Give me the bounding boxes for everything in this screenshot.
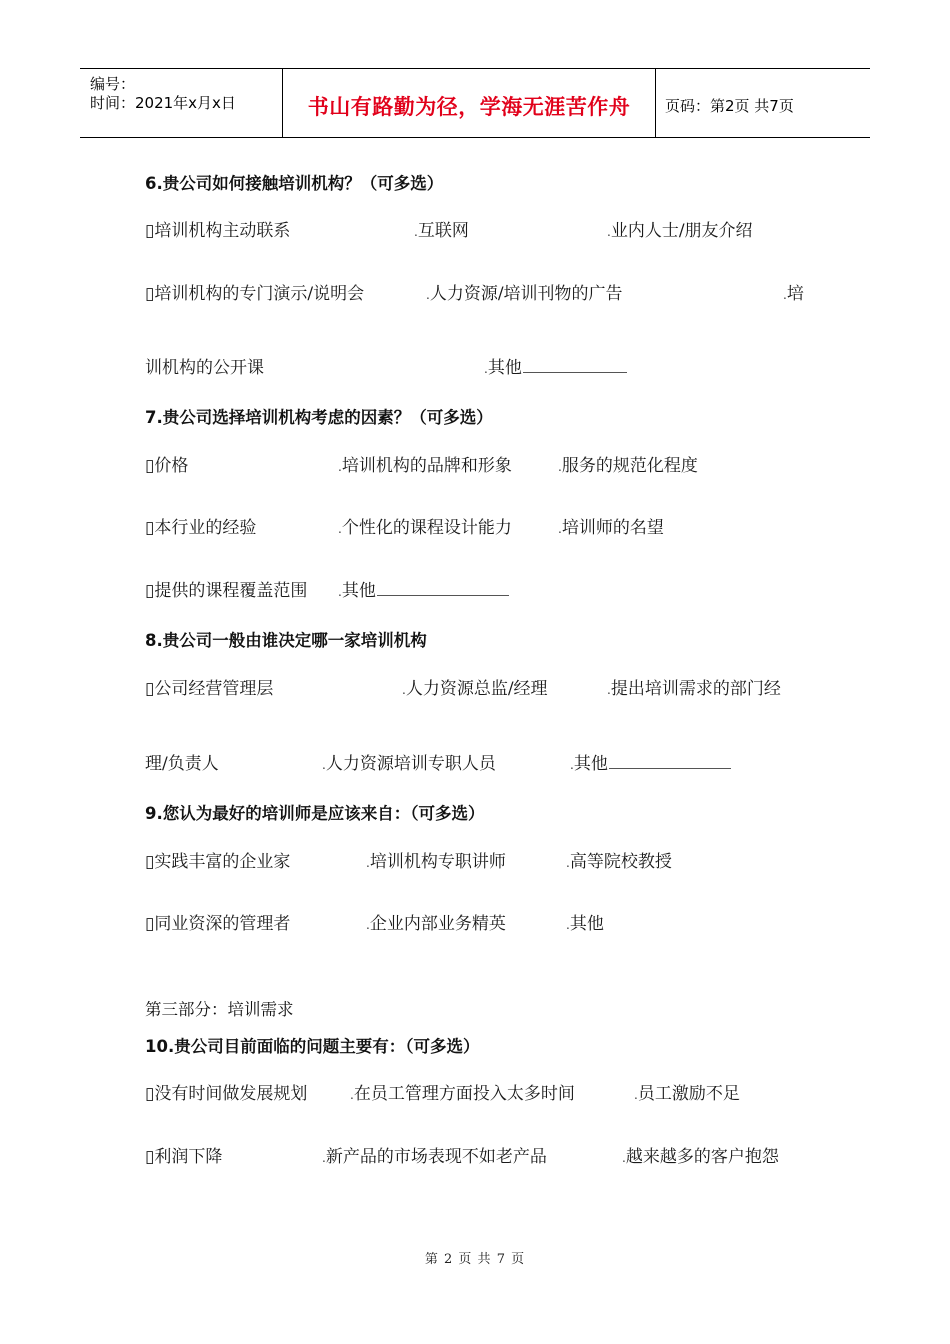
page-header — [80, 68, 870, 138]
q7-option-trainer-fame[interactable]: .培训师的名望 — [558, 518, 664, 538]
q7-option-custom-course[interactable]: .个性化的课程设计能力 — [338, 518, 512, 538]
q8-option-other[interactable]: .其他 — [570, 749, 731, 774]
q9-option-internal-expert[interactable]: .企业内部业务精英 — [366, 914, 506, 934]
q9-option-senior-manager[interactable]: ▯同业资深的管理者 — [145, 914, 291, 934]
q7-option-brand[interactable]: .培训机构的品牌和形象 — [338, 456, 512, 476]
q7-other-blank[interactable] — [377, 580, 509, 596]
header-meta-cell — [80, 69, 282, 137]
q8-option-dept-manager-end[interactable]: 理/负责人 — [145, 754, 219, 774]
question-10-title: 10.贵公司目前面临的问题主要有：（可多选） — [145, 1037, 480, 1056]
header-page-cell — [655, 69, 870, 137]
q6-option-public-course-end[interactable]: 训机构的公开课 — [145, 358, 264, 378]
q6-option-demo[interactable]: ▯培训机构的专门演示/说明会 — [145, 284, 365, 304]
q6-option-internet[interactable]: .互联网 — [414, 221, 469, 241]
q7-option-price[interactable]: ▯价格 — [145, 456, 189, 476]
q8-other-blank[interactable] — [609, 753, 731, 769]
section-3-title: 第三部分：培训需求 — [145, 1000, 294, 1019]
q10-option-profit-decline[interactable]: ▯利润下降 — [145, 1147, 223, 1167]
header-page-info: 页码：第2页 共7页 — [665, 97, 794, 115]
q6-option-training-contact[interactable]: ▯培训机构主动联系 — [145, 221, 291, 241]
q8-option-hr-training-staff[interactable]: .人力资源培训专职人员 — [322, 754, 496, 774]
question-7-title: 7.贵公司选择培训机构考虑的因素？（可多选） — [145, 408, 493, 427]
q8-option-dept-manager-start[interactable]: .提出培训需求的部门经 — [607, 679, 781, 699]
q8-option-hr-director[interactable]: .人力资源总监/经理 — [402, 679, 548, 699]
q6-other-blank[interactable] — [523, 357, 627, 373]
q7-option-other[interactable]: .其他 — [338, 576, 509, 601]
header-motto-cell — [282, 69, 656, 137]
question-9-title: 9.您认为最好的培训师是应该来自：（可多选） — [145, 804, 485, 823]
q9-option-entrepreneur[interactable]: ▯实践丰富的企业家 — [145, 852, 291, 872]
q10-option-low-motivation[interactable]: .员工激励不足 — [634, 1084, 740, 1104]
document-number-label: 编号： — [90, 75, 136, 93]
q6-option-referral[interactable]: .业内人士/朋友介绍 — [607, 221, 753, 241]
q8-option-management[interactable]: ▯公司经营管理层 — [145, 679, 274, 699]
q9-option-other[interactable]: .其他 — [566, 914, 604, 934]
q7-option-service[interactable]: .服务的规范化程度 — [558, 456, 698, 476]
question-6-title: 6.贵公司如何接触培训机构？（可多选） — [145, 174, 444, 193]
q7-option-industry-experience[interactable]: ▯本行业的经验 — [145, 518, 257, 538]
q10-option-staff-management-time[interactable]: .在员工管理方面投入太多时间 — [350, 1084, 575, 1104]
q10-option-no-planning-time[interactable]: ▯没有时间做发展规划 — [145, 1084, 308, 1104]
q6-option-hr-ads[interactable]: .人力资源/培训刊物的广告 — [426, 284, 623, 304]
header-motto: 书山有路勤为径，学海无涯苦作舟 — [307, 95, 631, 119]
q9-option-agency-lecturer[interactable]: .培训机构专职讲师 — [366, 852, 506, 872]
q7-option-course-coverage[interactable]: ▯提供的课程覆盖范围 — [145, 581, 308, 601]
q10-option-customer-complaints[interactable]: .越来越多的客户抱怨 — [622, 1147, 779, 1167]
question-8-title: 8.贵公司一般由谁决定哪一家培训机构 — [145, 631, 427, 650]
q6-option-public-course-start[interactable]: .培 — [783, 284, 804, 304]
document-date: 时间：2021年x月x日 — [90, 94, 236, 112]
q6-option-other[interactable]: .其他 — [484, 353, 627, 378]
page-footer: 第 2 页 共 7 页 — [424, 1252, 526, 1267]
q10-option-new-product-underperform[interactable]: .新产品的市场表现不如老产品 — [322, 1147, 547, 1167]
q9-option-professor[interactable]: .高等院校教授 — [566, 852, 672, 872]
